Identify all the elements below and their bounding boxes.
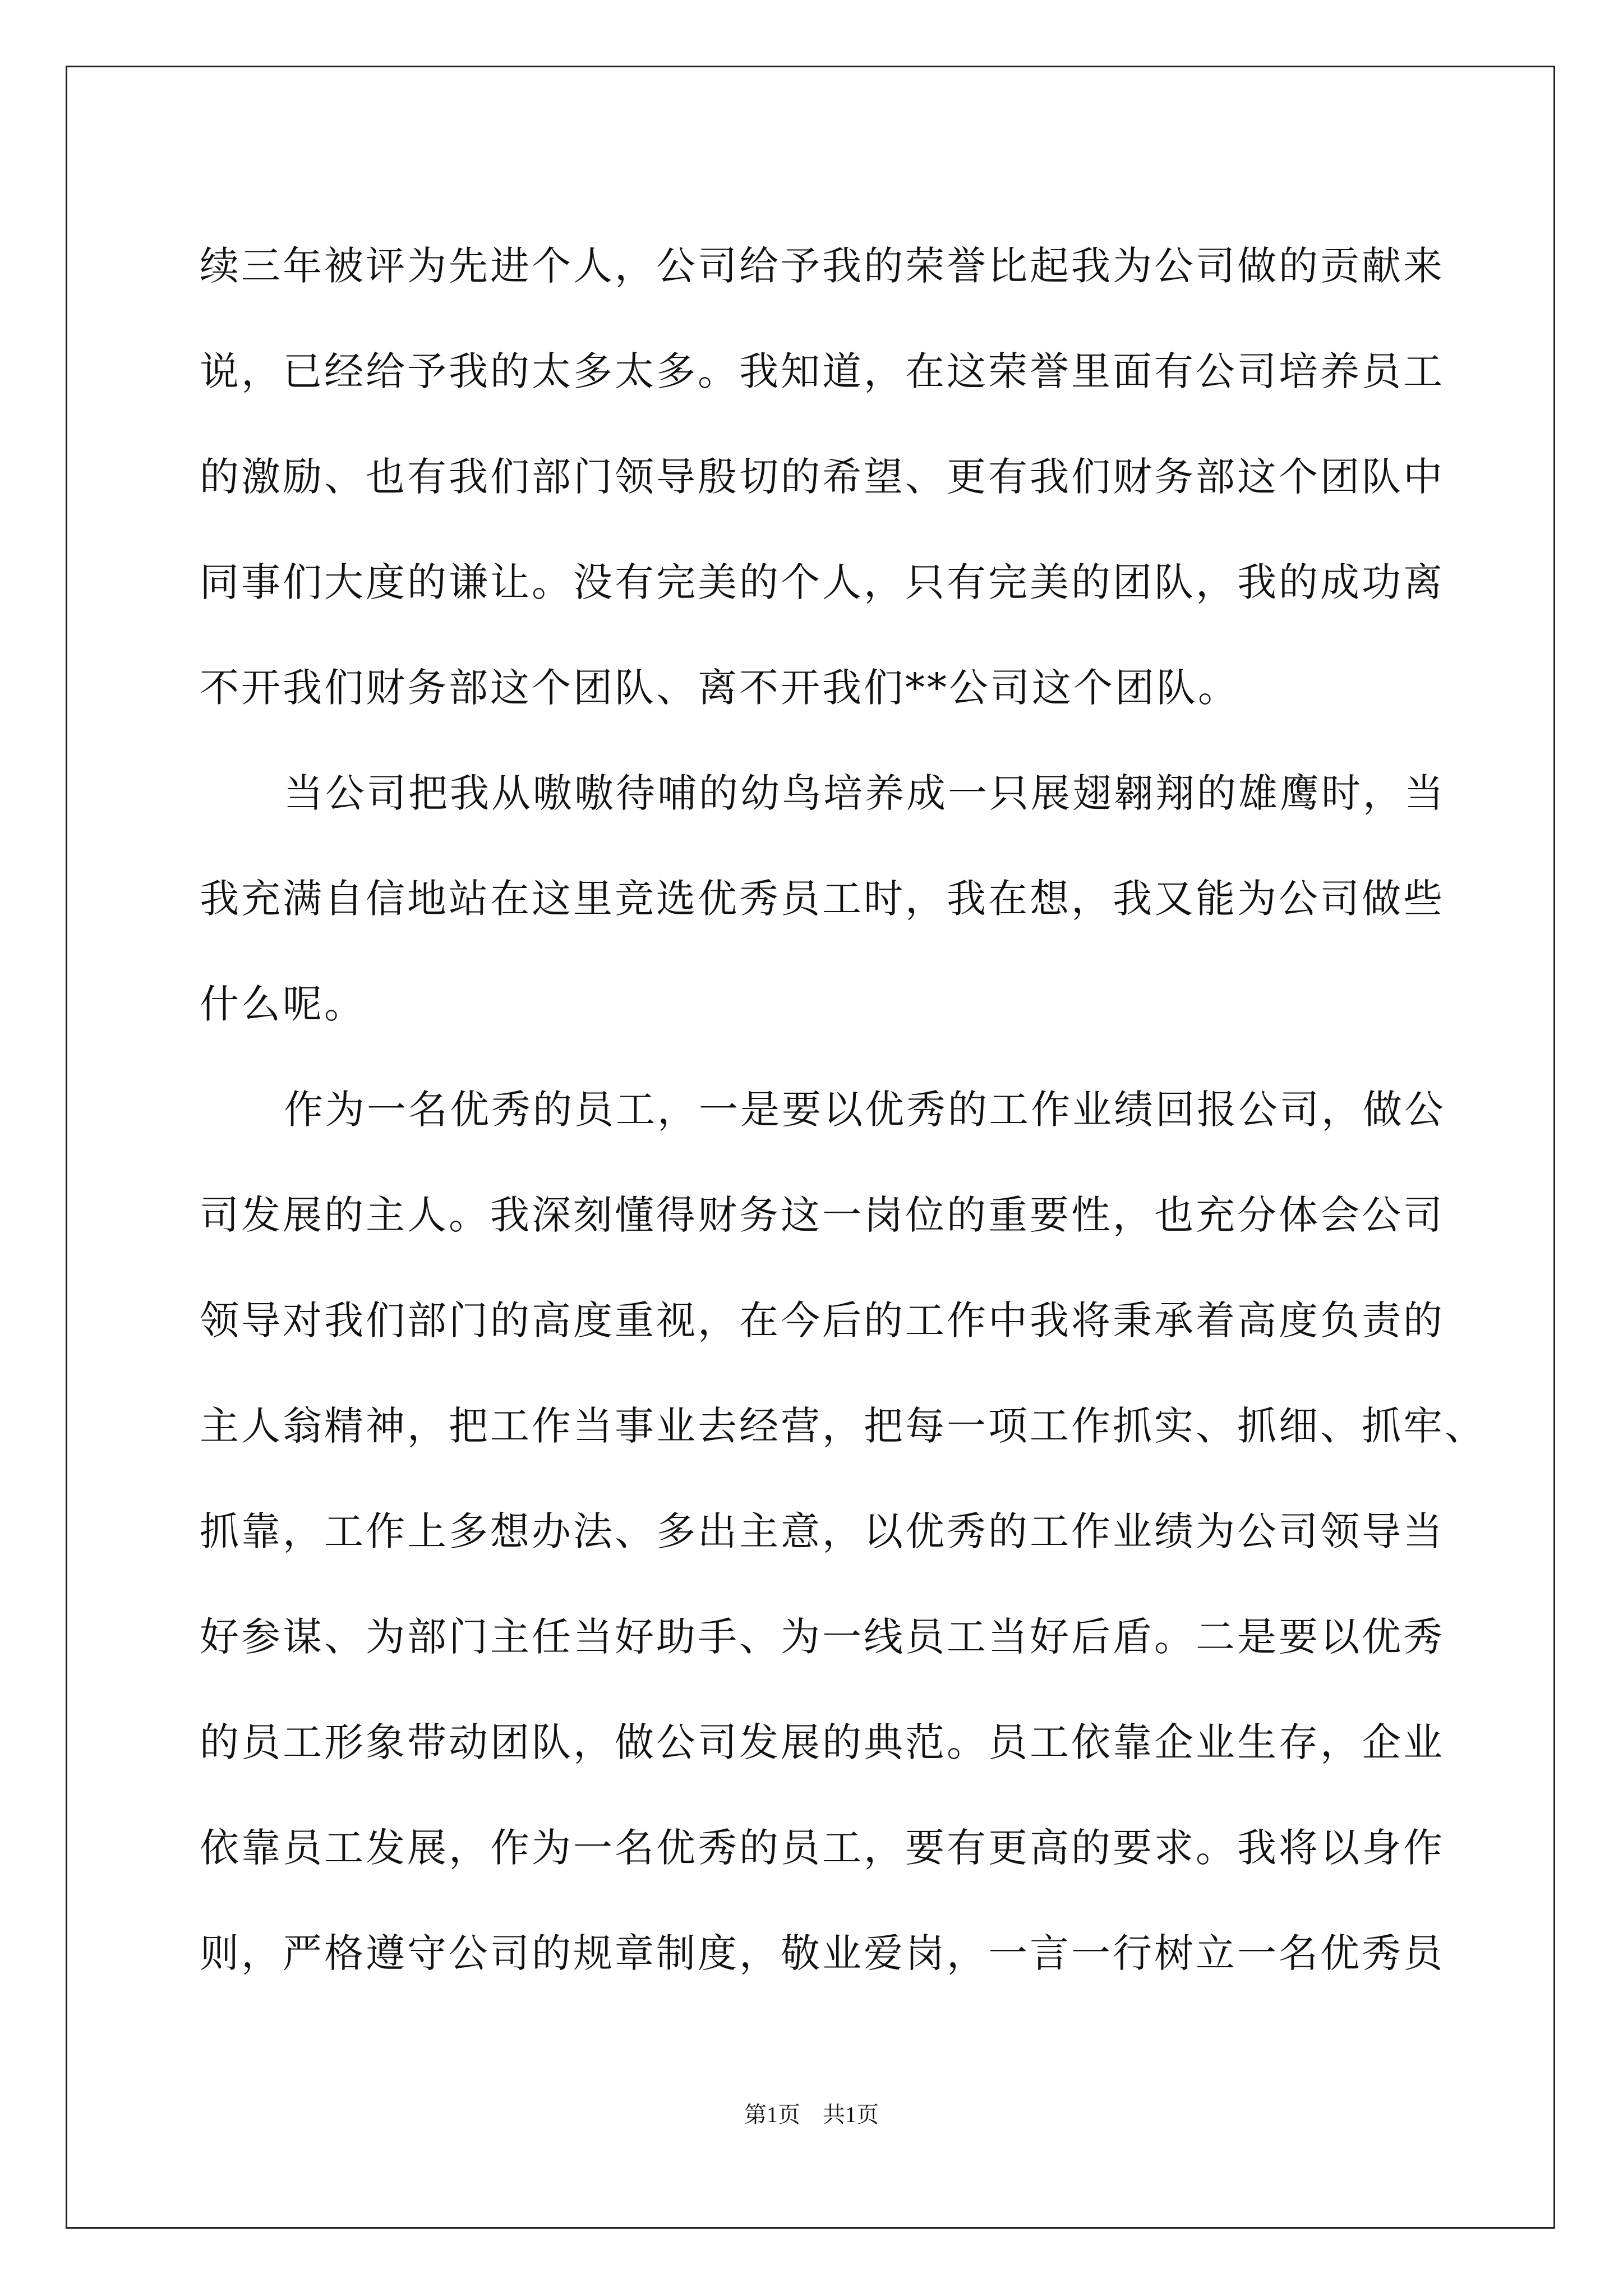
text-line: 我充满自信地站在这里竞选优秀员工时，我在想，我又能为公司做些 bbox=[200, 876, 1445, 922]
text-line: 领导对我们部门的高度重视，在今后的工作中我将秉承着高度负责的 bbox=[200, 1297, 1445, 1343]
text-line: 不开我们财务部这个团队、离不开我们**公司这个团队。 bbox=[200, 665, 1239, 711]
text-line: 续三年被评为先进个人，公司给予我的荣誉比起我为公司做的贡献来 bbox=[200, 243, 1445, 289]
text-line: 好参谋、为部门主任当好助手、为一线员工当好后盾。二是要以优秀 bbox=[200, 1614, 1445, 1660]
page-number-current: 第1页 bbox=[744, 2102, 800, 2127]
text-line: 的激励、也有我们部门领导殷切的希望、更有我们财务部这个团队中 bbox=[200, 454, 1445, 500]
text-line: 抓靠，工作上多想办法、多出主意，以优秀的工作业绩为公司领导当 bbox=[200, 1508, 1445, 1554]
document-body bbox=[200, 213, 1484, 2006]
page-footer bbox=[0, 2098, 1623, 2132]
text-line: 依靠员工发展，作为一名优秀的员工，要有更高的要求。我将以身作 bbox=[200, 1825, 1445, 1871]
text-line: 什么呢。 bbox=[200, 981, 366, 1027]
text-line: 司发展的主人。我深刻懂得财务这一岗位的重要性，也充分体会公司 bbox=[200, 1192, 1445, 1238]
text-line: 说，已经给予我的太多太多。我知道，在这荣誉里面有公司培养员工 bbox=[200, 348, 1445, 394]
text-line: 同事们大度的谦让。没有完美的个人，只有完美的团队，我的成功离 bbox=[200, 559, 1445, 605]
paragraph-first-line: 作为一名优秀的员工，一是要以优秀的工作业绩回报公司，做公 bbox=[284, 1087, 1446, 1133]
text-line: 主人翁精神，把工作当事业去经营，把每一项工作抓实、抓细、抓牢、 bbox=[200, 1403, 1486, 1449]
page-number-total: 共1页 bbox=[823, 2102, 879, 2127]
text-line: 则，严格遵守公司的规章制度，敬业爱岗，一言一行树立一名优秀员 bbox=[200, 1930, 1445, 1976]
paragraph-first-line: 当公司把我从嗷嗷待哺的幼鸟培养成一只展翅翱翔的雄鹰时，当 bbox=[284, 770, 1446, 816]
text-line: 的员工形象带动团队，做公司发展的典范。员工依靠企业生存，企业 bbox=[200, 1719, 1445, 1765]
